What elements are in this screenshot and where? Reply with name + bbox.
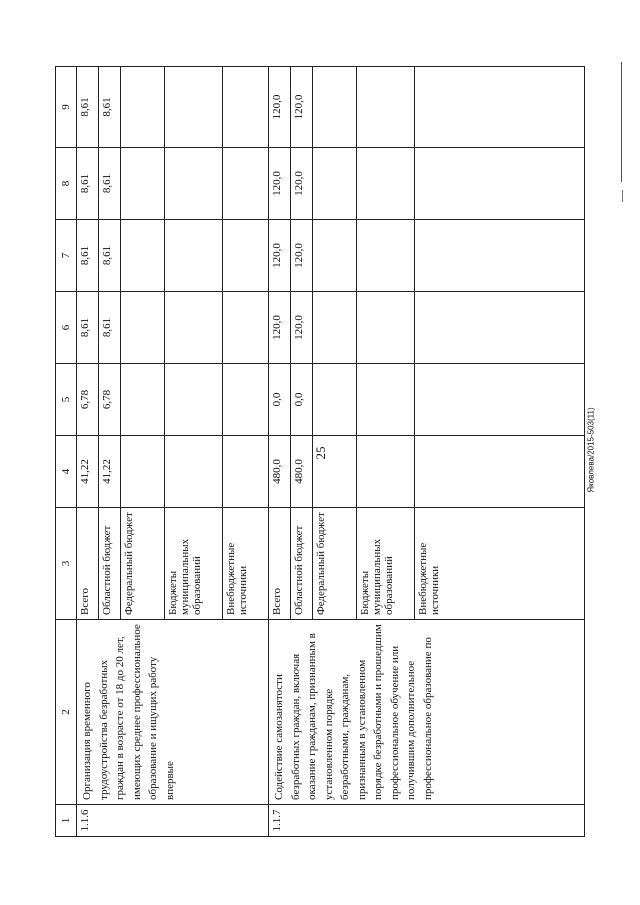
value-cell [357,67,415,148]
value-cell [415,67,585,148]
header-cell: 1 [56,805,77,837]
header-cell: 6 [56,292,77,364]
value-cell [223,67,269,148]
source-name: Внебюджетные источники [223,508,269,620]
header-cell: 8 [56,148,77,220]
value-cell: 120,0 [291,292,313,364]
header-cell: 4 [56,436,77,508]
header-cell: 3 [56,508,77,620]
value-cell [223,220,269,292]
value-cell [121,148,165,220]
value-cell [223,436,269,508]
source-name: Областной бюджет [291,508,313,620]
value-cell [165,148,223,220]
value-cell [415,436,585,508]
value-cell: 120,0 [291,148,313,220]
funding-table [55,66,585,837]
value-cell [415,292,585,364]
value-cell: 0,0 [269,364,291,436]
value-cell [223,292,269,364]
value-cell [313,67,357,148]
value-cell [223,148,269,220]
value-cell [313,292,357,364]
source-name: Федеральный бюджет [313,508,357,620]
value-cell [313,148,357,220]
source-name: Областной бюджет [99,508,121,620]
value-cell [165,220,223,292]
header-cell: 5 [56,364,77,436]
value-cell: 0,0 [291,364,313,436]
header-cell: 7 [56,220,77,292]
value-cell [165,436,223,508]
row-id: 1.1.6 [77,805,269,837]
value-cell: 6,78 [77,364,99,436]
value-cell [415,148,585,220]
value-cell [121,364,165,436]
edge-mark [622,190,623,202]
value-cell [357,364,415,436]
value-cell: 6,78 [99,364,121,436]
value-cell [165,364,223,436]
value-cell [313,436,357,508]
value-cell: 8,61 [99,220,121,292]
header-cell: 9 [56,67,77,148]
value-cell: 41,22 [99,436,121,508]
row-id: 1.1.7 [269,805,585,837]
rotated-table-container [55,67,585,837]
header-cell: 2 [56,620,77,805]
source-name: Федеральный бюджет [121,508,165,620]
row-description: Содействие самозанятости безработных граждан, включая оказание гражданам, признанным в установленном порядке безработными, гражданам, признанным в установленном порядке безработными и прошедшим профессиональное обучение или получившим дополнительное профессиональное образование по [269,620,585,805]
value-cell [415,220,585,292]
value-cell: 120,0 [269,220,291,292]
value-cell [357,148,415,220]
value-cell [223,364,269,436]
value-cell: 8,61 [99,67,121,148]
value-cell: 8,61 [77,67,99,148]
value-cell: 8,61 [77,292,99,364]
value-cell [121,292,165,364]
footer-code: Яковлева/2015-503(11) [586,407,596,493]
source-name: Бюджеты муниципальных образований [165,508,223,620]
value-cell: 120,0 [269,292,291,364]
value-cell [357,220,415,292]
value-cell: 120,0 [269,67,291,148]
table-row [77,67,99,837]
header-row [56,67,77,837]
value-cell [415,364,585,436]
page-number: 25 [313,446,328,460]
value-cell: 8,61 [99,292,121,364]
value-cell: 8,61 [77,148,99,220]
value-cell: 120,0 [291,67,313,148]
edge-mark [621,62,622,182]
table-row [269,67,291,837]
value-cell: 480,0 [291,436,313,508]
value-cell [165,67,223,148]
value-cell [121,67,165,148]
value-cell [121,436,165,508]
value-cell [357,436,415,508]
value-cell [313,220,357,292]
source-name: Бюджеты муниципальных образований [357,508,415,620]
value-cell [121,220,165,292]
source-name: Всего [77,508,99,620]
value-cell: 8,61 [77,220,99,292]
source-name: Всего [269,508,291,620]
value-cell [357,292,415,364]
row-description: Организация временного трудоустройства безработных граждан в возрасте от 18 до 20 лет, имеющих среднее профессиональное образование и ищущих работу впервые [77,620,269,805]
value-cell [165,292,223,364]
value-cell: 41,22 [77,436,99,508]
value-cell [313,364,357,436]
value-cell: 120,0 [291,220,313,292]
value-cell: 480,0 [269,436,291,508]
source-name: Внебюджетные источники [415,508,585,620]
value-cell: 8,61 [99,148,121,220]
value-cell: 120,0 [269,148,291,220]
